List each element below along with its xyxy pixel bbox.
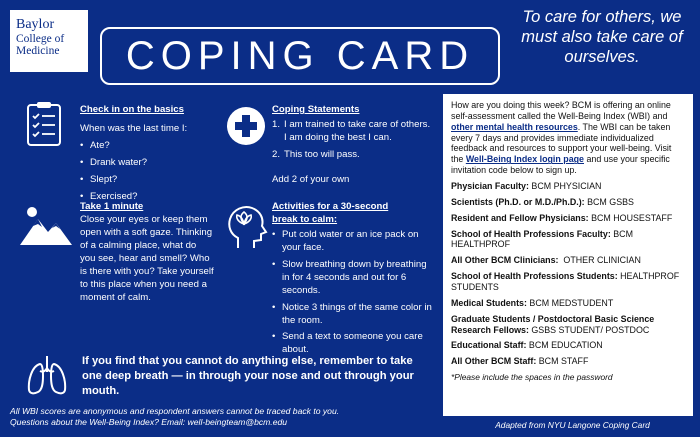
footer-note xyxy=(10,406,430,428)
code-label: Resident and Fellow Physicians: xyxy=(451,212,589,223)
wbi-panel xyxy=(443,94,693,416)
logo-line-2: College of xyxy=(16,32,65,45)
code-value: BCM HEALTHPROF xyxy=(451,228,633,250)
activity-item: • Notice 3 things of the same color in the room. xyxy=(272,302,432,328)
baylor-logo xyxy=(10,10,88,72)
deep-breath-message: If you find that you cannot do anything else, remember to take one deep breath — in through your nose and out through your mouth. xyxy=(82,355,414,398)
password-note: *Please include the spaces in the password xyxy=(451,372,613,383)
code-value: BCM PHYSICIAN xyxy=(528,181,602,192)
coping-item-number: 2. xyxy=(272,148,281,160)
code-value: BCM MEDSTUDENT xyxy=(526,297,614,308)
credit-note: Adapted from NYU Langone Coping Card xyxy=(495,420,650,430)
code-label: All Other BCM Staff: xyxy=(451,356,537,367)
code-label: Educational Staff: xyxy=(451,340,527,351)
coping-add-own: Add 2 of your own xyxy=(272,173,350,185)
invitation-code xyxy=(451,314,685,336)
invitation-code xyxy=(451,298,685,309)
footer-line-2: Questions about the Well-Being Index? Email: well-beingteam@bcm.edu xyxy=(10,417,288,428)
checklist-icon xyxy=(26,101,62,147)
code-value: GSBS STUDENT/ POSTDOC xyxy=(528,324,650,335)
basics-heading: Check in on the basics xyxy=(80,104,184,115)
code-label: Scientists (Ph.D. or M.D./Ph.D.): xyxy=(451,196,585,207)
code-value: BCM HOUSESTAFF xyxy=(588,212,673,223)
mindful-head-icon xyxy=(224,204,268,250)
lungs-icon xyxy=(26,354,68,396)
coping-item-text: This too will pass. xyxy=(284,148,360,160)
coping-heading: Coping Statements xyxy=(272,104,360,115)
invitation-code xyxy=(451,213,685,224)
activity-item: • Send a text to someone you care about. xyxy=(272,331,432,357)
coping-item-number: 1. xyxy=(272,118,281,130)
coping-list xyxy=(272,119,432,162)
invitation-code xyxy=(451,271,685,293)
page-title: COPING CARD xyxy=(125,33,475,78)
invitation-code xyxy=(451,340,685,351)
invitation-code xyxy=(451,229,685,251)
invitation-code xyxy=(451,255,685,266)
title-box xyxy=(100,27,500,85)
basics-item: • Ate? xyxy=(80,140,220,153)
invitation-code xyxy=(451,181,685,192)
basics-section xyxy=(80,104,220,204)
mental-health-resources-link[interactable]: other mental health resources xyxy=(451,121,578,132)
minute-body: Close your eyes or keep them open with a soft gaze. Thinking of a calming place, what do you see, hear and smell? Who is there with you? Take yourself to this place when you need a moment of calm. xyxy=(80,213,214,303)
code-value: BCM EDUCATION xyxy=(526,340,603,351)
minute-section xyxy=(80,201,214,305)
wbi-intro xyxy=(451,100,685,176)
code-label: Physician Faculty: xyxy=(451,181,529,192)
basics-list xyxy=(80,140,220,204)
footer-line-1: All WBI scores are anonymous and respondent answers cannot be traced back to you. xyxy=(10,406,340,416)
logo-line-1: Baylor xyxy=(16,17,55,32)
coping-item xyxy=(272,119,432,145)
code-label: Medical Students: xyxy=(451,297,527,308)
code-value: BCM GSBS xyxy=(584,196,634,207)
wbi-intro-text-b: . The WBI can be taken every 7 days and provides immediate individualized feedback and resources to support your well-being. Visit the xyxy=(451,121,672,165)
tagline: To care for others, we must also take care of ourselves. xyxy=(521,8,683,66)
wbi-intro-text-c: and use your specific invitation code below to sign up. xyxy=(451,154,670,176)
code-label: School of Health Professions Faculty: xyxy=(451,228,611,239)
minute-heading: Take 1 minute xyxy=(80,201,144,212)
invitation-code xyxy=(451,356,685,367)
activities-list xyxy=(272,229,432,357)
activity-item: • Put cold water or an ice pack on your face. xyxy=(272,229,432,255)
invitation-code xyxy=(451,197,685,208)
activities-heading: Activities for a 30-second break to calm: xyxy=(272,201,389,225)
code-label: School of Health Professions Students: xyxy=(451,271,618,282)
coping-item xyxy=(272,149,432,162)
medical-cross-icon xyxy=(226,106,266,146)
code-value: OTHER CLINICIAN xyxy=(558,255,641,266)
logo-line-3: Medicine xyxy=(16,44,60,57)
code-label: All Other BCM Clinicians: xyxy=(451,255,559,266)
wbi-login-link[interactable]: Well-Being Index login page xyxy=(465,154,584,165)
coping-item-text: I am trained to take care of others. I am doing the best I can. xyxy=(284,118,431,143)
code-value: BCM STAFF xyxy=(536,356,589,367)
basics-item: • Exercised? xyxy=(80,191,220,204)
code-value: HEALTHPROF STUDENTS xyxy=(451,271,680,293)
basics-item: • Slept? xyxy=(80,174,220,187)
activity-item: • Slow breathing down by breathing in for 4 seconds and out for 6 seconds. xyxy=(272,259,432,298)
wbi-intro-text-a: How are you doing this week? BCM is offering an online self-assessment called the Well-Being Index (WBI) and xyxy=(451,100,671,121)
code-label: Graduate Students / Postdoctoral Basic Science Research Fellows: xyxy=(451,313,655,335)
coping-section xyxy=(272,104,432,187)
basics-intro: When was the last time I: xyxy=(80,122,188,134)
mountains-icon xyxy=(18,205,74,247)
activities-section xyxy=(272,201,432,357)
basics-item: • Drank water? xyxy=(80,157,220,170)
